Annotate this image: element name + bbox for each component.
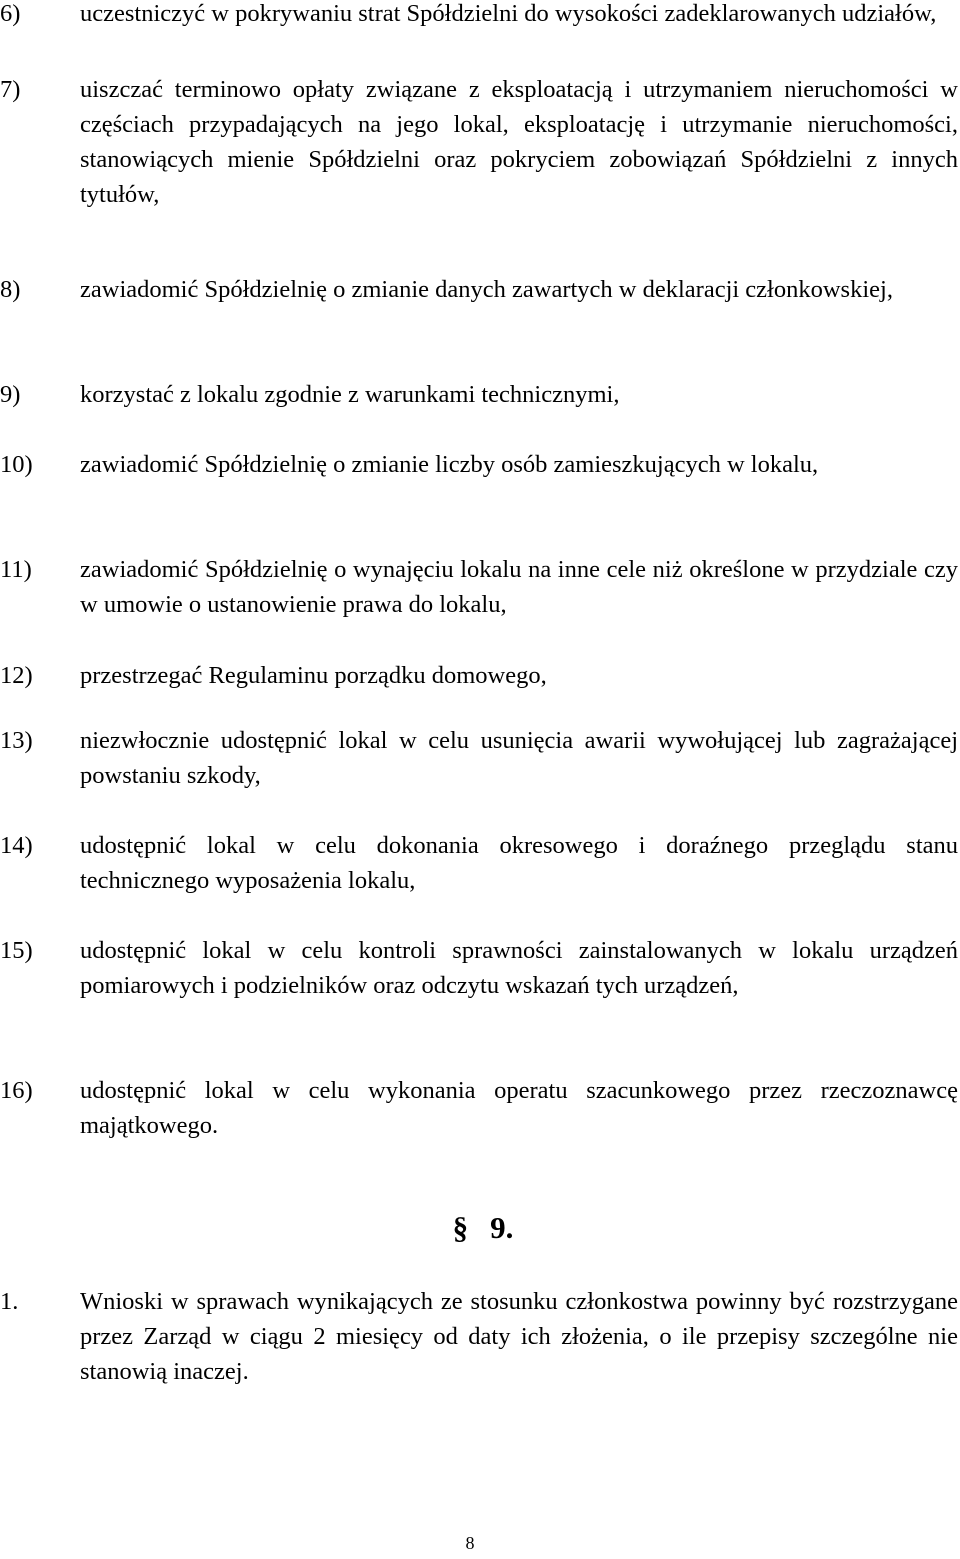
list-item-9 xyxy=(0,377,960,412)
list-item-number: 11) xyxy=(0,556,32,583)
page-number: 8 xyxy=(465,1533,475,1553)
list-item-text: uiszczać terminowo opłaty związane z eksploatacją i utrzymaniem nieruchomości w częściach przypadających na jego lokal, eksploatację i utrzymanie nieruchomości, stanowiących mienie Spółdzielni oraz pokryciem zobowiązań Spółdzielni z innych tytułów, xyxy=(80,76,958,208)
list-item-text: udostępnić lokal w celu kontroli sprawności zainstalowanych w lokalu urządzeń pomiarowych i podzielników oraz odczytu wskazań tych urządzeń, xyxy=(80,937,958,999)
list-item-7 xyxy=(0,72,960,212)
list-item-14 xyxy=(0,828,960,898)
section-number: 9. xyxy=(490,1210,514,1245)
list-item-15 xyxy=(0,933,960,1003)
list-item-number: 10) xyxy=(0,451,33,478)
list-item-10 xyxy=(0,447,960,482)
list-item-text: korzystać z lokalu zgodnie z warunkami technicznymi, xyxy=(80,381,620,408)
list-item-number: 12) xyxy=(0,662,33,689)
list-item-6 xyxy=(0,0,960,31)
list-item-number: 8) xyxy=(0,276,21,303)
list-item-text: zawiadomić Spółdzielnię o zmianie liczby osób zamieszkujących w lokalu, xyxy=(80,451,819,478)
list-item-number: 15) xyxy=(0,937,33,964)
section-heading xyxy=(0,1208,960,1248)
list-item-number: 16) xyxy=(0,1077,33,1104)
paragraph-number: 1. xyxy=(0,1288,19,1315)
list-item-text: niezwłocznie udostępnić lokal w celu usunięcia awarii wywołującej lub zagrażającej powstaniu szkody, xyxy=(80,727,958,789)
paragraph-1 xyxy=(0,1284,960,1389)
list-item-8 xyxy=(0,272,960,307)
list-item-number: 6) xyxy=(0,0,21,27)
list-item-number: 9) xyxy=(0,381,21,408)
list-item-13 xyxy=(0,723,960,793)
list-item-11 xyxy=(0,552,960,622)
list-item-text: udostępnić lokal w celu dokonania okresowego i doraźnego przeglądu stanu technicznego wyposażenia lokalu, xyxy=(80,832,958,894)
list-item-text: udostępnić lokal w celu wykonania operatu szacunkowego przez rzeczoznawcę majątkowego. xyxy=(80,1077,958,1139)
section-symbol: § xyxy=(452,1210,469,1245)
list-item-16 xyxy=(0,1073,960,1143)
list-item-text: przestrzegać Regulaminu porządku domowego, xyxy=(80,662,547,689)
list-item-number: 14) xyxy=(0,832,33,859)
list-item-number: 7) xyxy=(0,76,21,103)
list-item-12 xyxy=(0,658,960,693)
list-item-text: zawiadomić Spółdzielnię o zmianie danych zawartych w deklaracji członkowskiej, xyxy=(80,276,893,303)
list-item-number: 13) xyxy=(0,727,33,754)
paragraph-text: Wnioski w sprawach wynikających ze stosunku członkostwa powinny być rozstrzygane przez Zarząd w ciągu 2 miesięcy od daty ich złożenia, o ile przepisy szczególne nie stanowią inaczej. xyxy=(80,1288,958,1385)
list-item-text: zawiadomić Spółdzielnię o wynajęciu lokalu na inne cele niż określone w przydziale czy w umowie o ustanowienie prawa do lokalu, xyxy=(80,556,958,618)
list-item-text: uczestniczyć w pokrywaniu strat Spółdzielni do wysokości zadeklarowanych udziałów, xyxy=(80,0,937,27)
